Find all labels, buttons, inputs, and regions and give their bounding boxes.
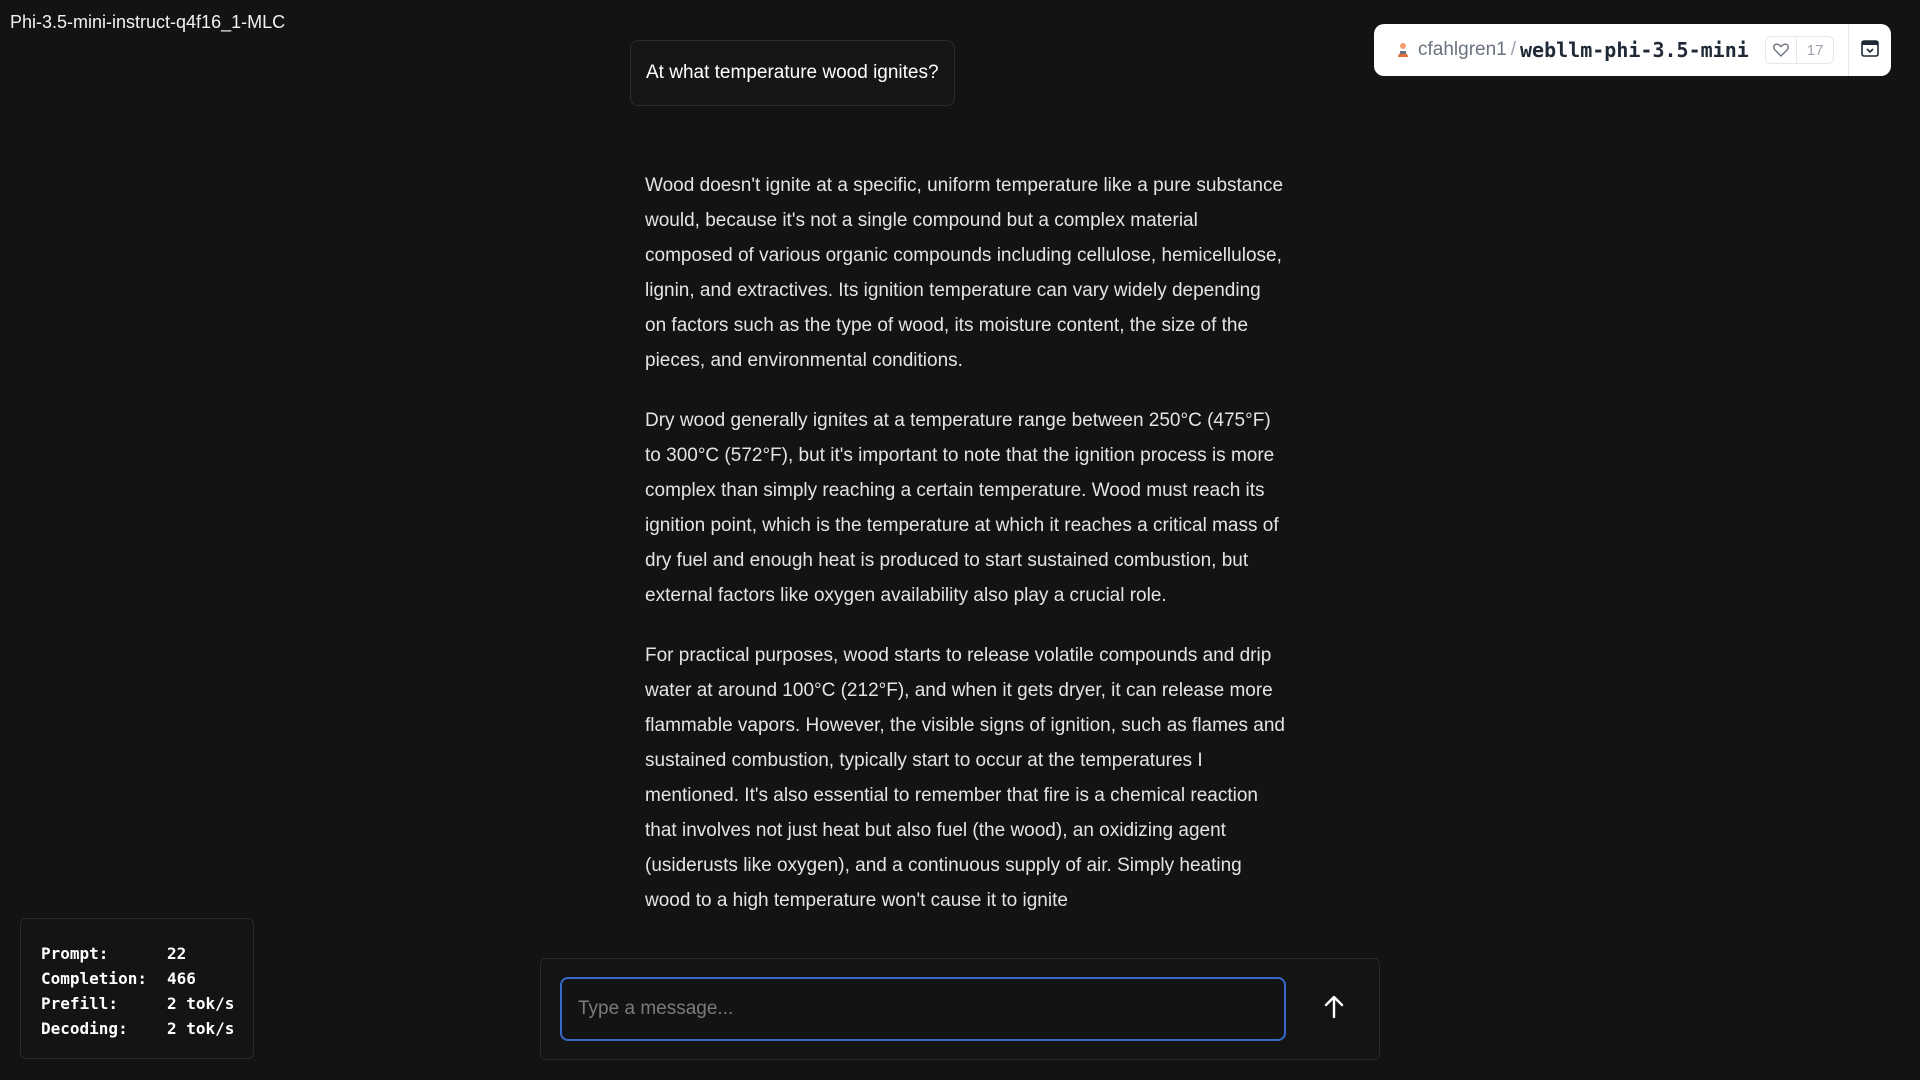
stat-label: Decoding: [41,1019,128,1038]
assistant-paragraph: Wood doesn't ignite at a specific, uniform temperature like a pure substance would, because it's not a single compound but a complex material composed of various organic compounds including cellulose, hemicellulose, lignin, and extractives. Its ignition temperature can vary widely depending on factors such as the type of wood, its moisture content, the size of the pieces, and environmental conditions. [645,175,1284,371]
user-message: At what temperature wood ignites? [630,40,955,106]
send-button[interactable] [1311,986,1357,1032]
stat-row-completion [41,966,253,991]
generation-stats-panel [20,918,254,1059]
space-repo-name[interactable]: webllm-phi-3.5-mini [1520,38,1749,62]
stat-label: Prefill: [41,994,119,1013]
stat-label: Completion: [41,969,147,988]
message-input[interactable] [560,977,1286,1041]
assistant-paragraph: For practical purposes, wood starts to release volatile compounds and drip water at around 100°C (212°F), and when it gets dryer, it can release more flammable vapors. However, the visible signs of ignition, such as flames and sustained combustion, typically start to occur at the temperatures I mentioned. It's also essential to remember that fire is a chemical reaction that involves not just heat but also fuel (the wood), an oxidizing agent (usiderusts like oxygen), and a continuous supply of air. Simply heating wood to a high temperature won't cause it to ignite [645,645,1285,911]
like-button[interactable] [1765,36,1835,64]
stat-value: 2 tok/s [167,994,235,1013]
user-avatar-icon [1396,41,1410,59]
like-count: 17 [1806,41,1824,59]
model-name: Phi-3.5-mini-instruct-q4f16_1-MLC [10,12,286,32]
heart-icon [1766,37,1797,63]
assistant-paragraph: Dry wood generally ignites at a temperature range between 250°C (475°F) to 300°C (572°F), but it's important to note that the ignition process is more complex than simply reaching a certain temperature. Wood must reach its ignition point, which is the temperature at which it reaches a critical mass of dry fuel and enough heat is produced to start sustained combustion, but external factors like oxygen availability also play a crucial role. [645,410,1279,606]
stat-value: 22 [167,944,187,963]
message-composer [540,958,1380,1060]
calendar-dropdown-icon [1860,38,1880,63]
stat-value: 466 [167,969,196,988]
stat-label: Prompt: [41,944,109,963]
path-separator: / [1510,39,1517,60]
space-menu-button[interactable] [1849,24,1891,76]
stat-row-prompt [41,941,253,966]
stat-row-prefill [41,991,253,1016]
stat-row-decoding [41,1016,253,1041]
arrow-up-icon [1323,995,1345,1024]
hf-space-badge[interactable] [1374,24,1891,76]
space-owner[interactable]: cfahlgren1 [1418,39,1507,60]
assistant-message [645,168,1285,958]
stat-value: 2 tok/s [167,1019,235,1038]
